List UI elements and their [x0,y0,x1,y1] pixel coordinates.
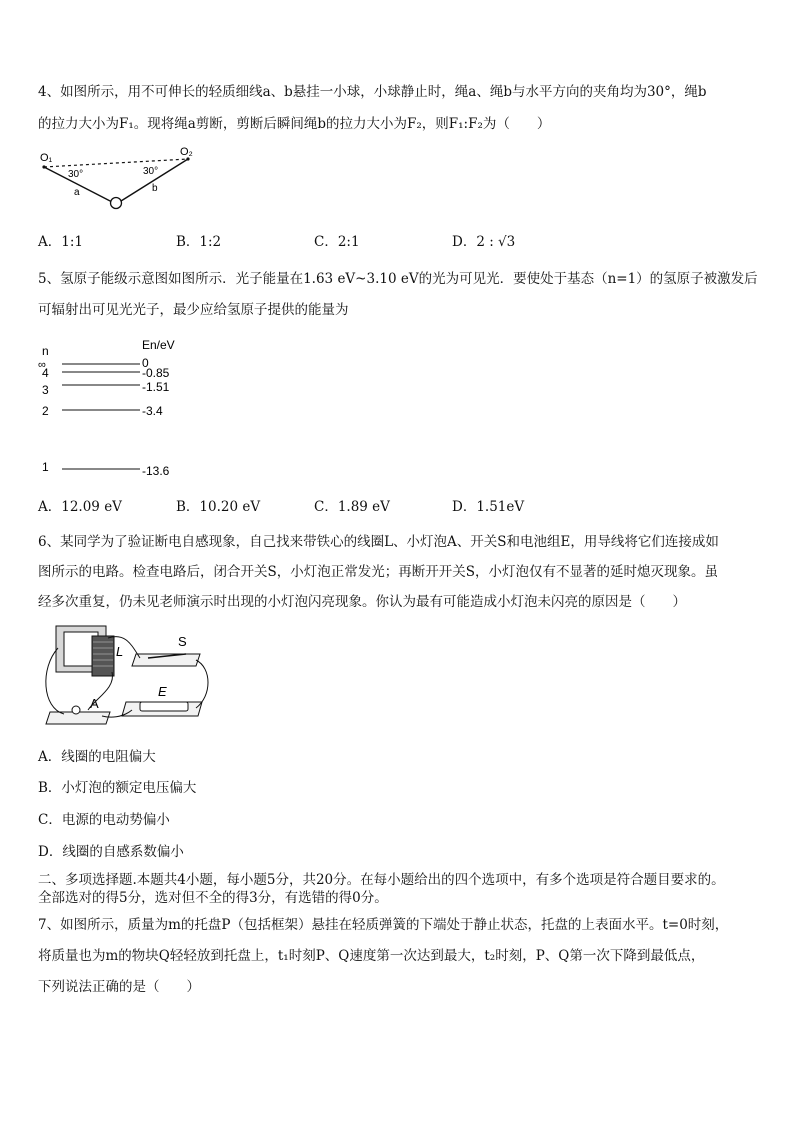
level-n-3: 3 [42,383,49,397]
q4-option-a[interactable]: A．1:1 [38,234,83,250]
q5-option-b[interactable]: B．10.20 eV [176,499,261,515]
ball [111,198,122,209]
level-n-1: 1 [42,460,49,474]
level-e-inf: 0 [142,356,149,370]
q7-text-line3: 下列说法正确的是（ ） [38,979,200,995]
level-n-2: 2 [42,404,49,418]
q6-option-a[interactable]: A．线圈的电阻偏大 [38,749,156,765]
level-n-4: 4 [42,366,49,380]
lamp-label: A [90,696,99,711]
q4-option-c[interactable]: C．2:1 [314,234,360,250]
rope-b-label: b [152,183,158,194]
q4-text-line1: 4、如图所示，用不可伸长的轻质细线a、b悬挂一小球，小球静止时，绳a、绳b与水平方向的夹角均为30°，绳b [38,84,707,100]
q4-option-d[interactable]: D．2 : √3 [452,234,516,250]
q6-text-line2: 图所示的电路。检查电路后，闭合开关S，小灯泡正常发光；再断开开关S，小灯泡仅有不显著的延时熄灭现象。虽 [38,564,718,580]
q5-option-a[interactable]: A．12.09 eV [38,499,122,515]
wire-switch-battery [196,660,208,708]
o1-label: O₁ [40,152,53,164]
level-n-inf: ∞ [38,359,46,371]
level-e-3: -1.51 [142,380,170,394]
q5-text-line2: 可辐射出可见光光子，最少应给氢原子提供的能量为 [38,302,349,318]
energy-level-diagram [36,335,206,485]
q4-text-line2: 的拉力大小为F₁。现将绳a剪断，剪断后瞬间绳b的拉力大小为F₂，则F₁:F₂为（ ） [38,116,551,132]
q5-option-d[interactable]: D．1.51eV [452,499,525,515]
q5-text-line1: 5、氢原子能级示意图如图所示．光子能量在1.63 eV~3.10 eV的光为可见光．要使处于基态（n=1）的氢原子被激发后 [38,271,758,287]
angle-right-label: 30° [143,166,159,177]
level-e-2: -3.4 [142,404,163,418]
section2-line1: 二、多项选择题.本题共4小题，每小题5分，共20分。在每小题给出的四个选项中，有多个选项是符合题目要求的。 [38,872,725,888]
ceiling-dashed-line [44,159,188,167]
o1-point [42,165,45,168]
q4-option-b[interactable]: B．1:2 [176,234,222,250]
energy-axis-label: En/eV [142,338,175,352]
battery-label: E [158,684,167,699]
q6-option-c[interactable]: C．电源的电动势偏小 [38,812,170,828]
q6-option-b[interactable]: B．小灯泡的额定电压偏大 [38,780,197,796]
circuit-figure [36,618,216,730]
o2-label: O₂ [180,146,193,158]
level-e-4: -0.85 [142,366,170,380]
q7-text-line1: 7、如图所示，质量为m的托盘P（包括框架）悬挂在轻质弹簧的下端处于静止状态，托盘的上表面水平。t=0时刻， [38,917,729,933]
q6-text-line3: 经多次重复，仍未见老师演示时出现的小灯泡闪亮现象。你认为最有可能造成小灯泡未闪亮的原因是（ ） [38,594,686,610]
rope-a-label: a [74,187,80,198]
q7-text-line2: 将质量也为m的物块Q轻轻放到托盘上，t₁时刻P、Q速度第一次达到最大，t₂时刻，P、Q第一次下降到最低点， [38,948,705,964]
q6-option-d[interactable]: D．线圈的自感系数偏小 [38,844,184,860]
q6-text-line1: 6、某同学为了验证断电自感现象，自己找来带铁心的线圈L、小灯泡A、开关S和电池组E，用导线将它们连接成如 [38,534,719,550]
lamp-bulb [72,706,80,714]
q4-figure [38,145,198,215]
n-axis-label: n [42,344,49,358]
battery-cells [140,702,188,711]
coil-label: L [116,644,124,659]
section2-line2: 全部选对的得5分，选对但不全的得3分，有选错的得0分。 [38,890,388,906]
switch-label: S [178,634,187,649]
level-e-1: -13.6 [142,464,170,478]
angle-left-label: 30° [68,169,84,180]
q5-option-c[interactable]: C．1.89 eV [314,499,390,515]
